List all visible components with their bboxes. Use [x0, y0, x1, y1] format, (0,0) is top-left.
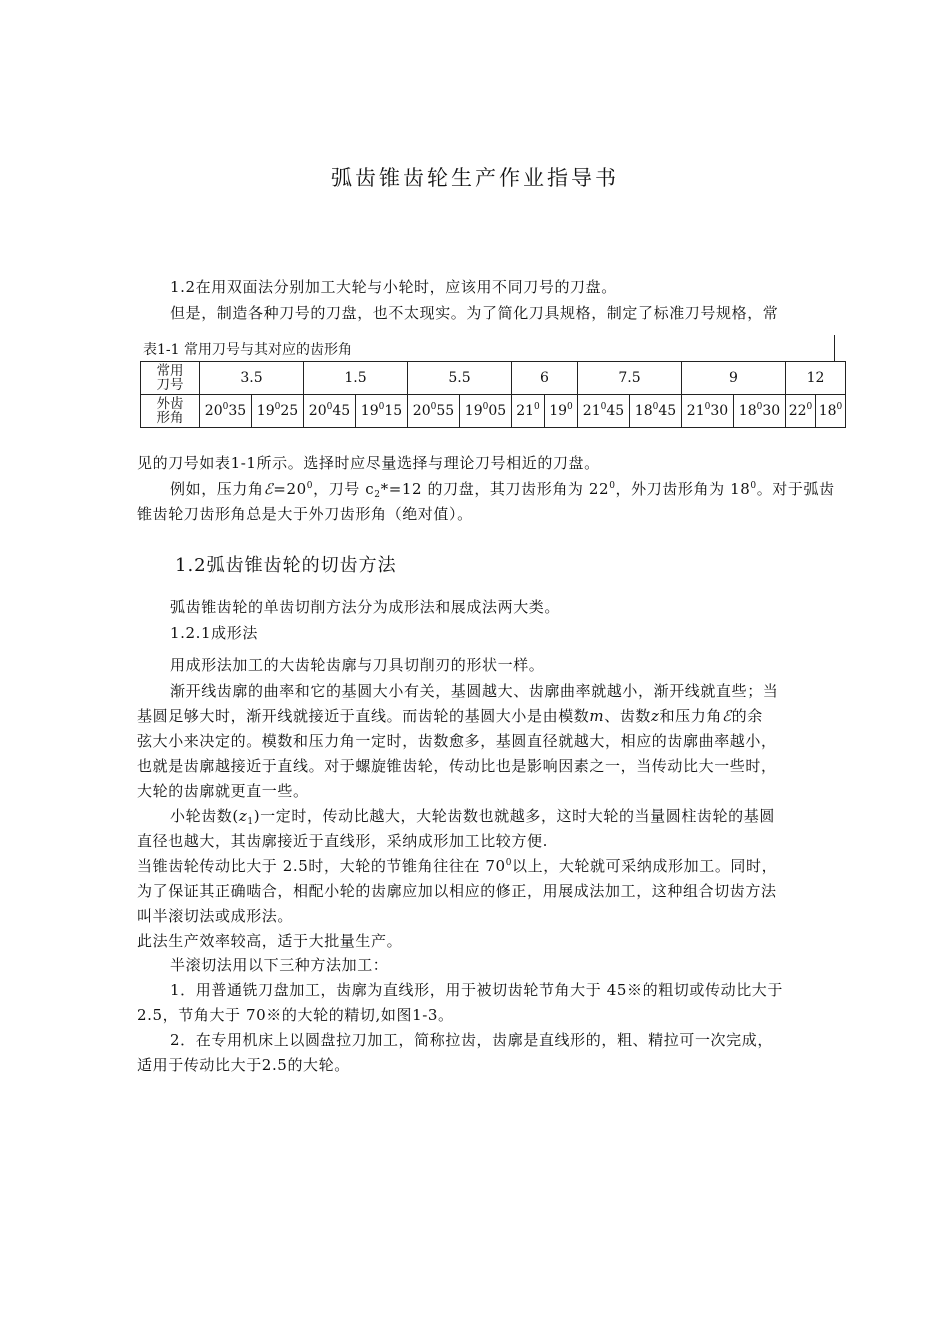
tool-number-cell: 6	[512, 362, 578, 395]
angle-cell: $19^015$	[356, 395, 408, 428]
angle-cell: $21^0$	[512, 395, 545, 428]
tool-number-table	[140, 361, 846, 428]
table-row	[141, 362, 846, 395]
paragraph: 渐开线齿廓的曲率和它的基圆大小有关，基圆越大、齿廓曲率就越小，渐开线就直些；当	[170, 682, 779, 700]
tool-number-cell: 1.5	[304, 362, 408, 395]
table-caption-border	[834, 335, 835, 362]
section-heading: 1.2弧齿锥齿轮的切齿方法	[175, 555, 397, 576]
angle-cell: $21^030$	[682, 395, 734, 428]
paragraph: 1.2在用双面法分别加工大轮与小轮时，应该用不同刀号的刀盘。	[170, 278, 617, 296]
paragraph: 2.5，节角大于 70※的大轮的精切,如图1-3。	[137, 1006, 454, 1024]
paragraph: 小轮齿数$(z_1)$一定时，传动比越大，大轮齿数也就越多，这时大轮的当量圆柱齿轮的基圆	[170, 807, 775, 827]
angle-cell: $18^0$	[816, 395, 846, 428]
angle-cell: $20^055$	[408, 395, 460, 428]
paragraph: 用成形法加工的大齿轮齿廓与刀具切削刃的形状一样。	[170, 656, 545, 674]
angle-cell: $19^0$	[545, 395, 578, 428]
angle-cell: $19^025$	[252, 395, 304, 428]
row-header-label: 常用刀号	[156, 363, 184, 393]
paragraph: 但是，制造各种刀号的刀盘，也不太现实。为了简化刀具规格，制定了标准刀号规格，常	[170, 304, 779, 322]
paragraph: 锥齿轮刀齿形角总是大于外刀齿形角（绝对值）。	[137, 505, 473, 523]
angle-cell: $22^0$	[786, 395, 816, 428]
paragraph: 弧齿锥齿轮的单齿切削方法分为成形法和展成法两大类。	[170, 598, 561, 616]
tool-number-cell: 7.5	[578, 362, 682, 395]
row-header-label: 外齿形角	[156, 396, 184, 426]
angle-cell: $21^045$	[578, 395, 630, 428]
paragraph: 大轮的齿廓就更直一些。	[137, 782, 309, 800]
angle-cell: $20^045$	[304, 395, 356, 428]
subsection-heading: 1.2.1成形法	[170, 624, 258, 642]
paragraph: 也就是齿廓越接近于直线。对于螺旋锥齿轮，传动比也是影响因素之一，当传动比大一些时，	[137, 757, 777, 775]
tool-number-cell: 5.5	[408, 362, 512, 395]
paragraph: 1．用普通铣刀盘加工，齿廓为直线形，用于被切齿轮节角大于 45※的粗切或传动比大于	[170, 981, 784, 999]
paragraph: 当锥齿轮传动比大于 2.5时，大轮的节锥角往往在 $70^0$以上，大轮就可采纳成形加工。同时，	[137, 857, 778, 875]
paragraph: 见的刀号如表1-1所示。选择时应尽量选择与理论刀号相近的刀盘。	[137, 454, 600, 472]
tool-number-cell: 3.5	[200, 362, 304, 395]
paragraph: 适用于传动比大于2.5的大轮。	[137, 1056, 350, 1074]
paragraph: 直径也越大，其齿廓接近于直线形，采纳成形加工比较方便.	[137, 832, 548, 850]
paragraph: 叫半滚切法或成形法。	[137, 907, 294, 925]
alpha-symbol: ℰ	[721, 707, 732, 725]
tool-number-cell: 9	[682, 362, 786, 395]
angle-cell: $19^005$	[460, 395, 512, 428]
paragraph: 半滚切法用以下三种方法加工：	[170, 956, 389, 974]
document-title: 弧齿锥齿轮生产作业指导书	[331, 166, 619, 190]
angle-cell: $18^045$	[630, 395, 682, 428]
paragraph: 基圆足够大时，渐开线就接近于直线。而齿轮的基圆大小是由模数m、齿数z和压力角ℰ的余	[137, 707, 763, 725]
paragraph: 弦大小来决定的。模数和压力角一定时，齿数愈多，基圆直径就越大，相应的齿廓曲率越小，	[137, 732, 777, 750]
angle-cell: $18^030$	[734, 395, 786, 428]
row-header-outer-angle	[141, 395, 200, 428]
paragraph: 为了保证其正确啮合，相配小轮的齿廓应加以相应的修正，用展成法加工，这种组合切齿方法	[137, 882, 777, 900]
paragraph: 此法生产效率较高，适于大批量生产。	[137, 932, 403, 950]
paragraph: 例如，压力角$ℰ=20^0$，刀号 $c_2*=12$ 的刀盘，其刀齿形角为 $22^0$，外刀齿形角为 $18^0$。对于弧齿	[170, 480, 835, 500]
table-caption: 表1-1 常用刀号与其对应的齿形角	[143, 342, 352, 358]
tool-number-cell: 12	[786, 362, 846, 395]
table-row	[141, 395, 846, 428]
angle-cell: $20^035$	[200, 395, 252, 428]
alpha-symbol: ℰ	[263, 480, 274, 498]
row-header-tool-number	[141, 362, 200, 395]
paragraph: 2．在专用机床上以圆盘拉刀加工，简称拉齿，齿廓是直线形的，粗、精拉可一次完成，	[170, 1031, 773, 1049]
